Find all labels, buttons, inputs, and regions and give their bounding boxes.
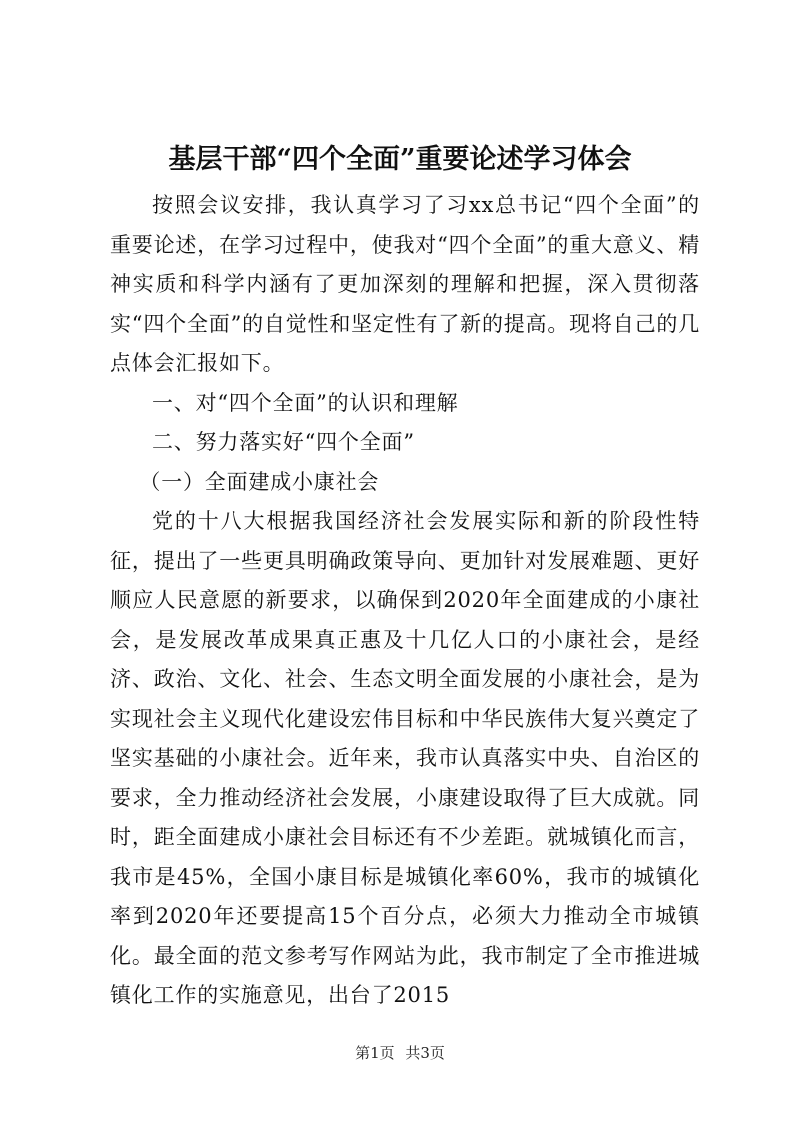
subsection-heading-1: （一）全面建成小康社会 [139,469,380,494]
page-footer [0,1043,800,1063]
intro-paragraph: 按照会议安排，我认真学习了习xx总书记“四个全面”的重要论述，在学习过程中，使我对“四个全面”的重大意义、精神实质和科学内涵有了更加深刻的理解和把握，深入贯彻落实“四个全面”的自觉性和坚定性有了新的提高。现将自己的几点体会汇报如下。 [110,193,700,375]
document-body [110,186,700,1016]
section-heading-2: 二、努力落实好“四个全面” [152,430,415,454]
section-heading-1: 一、对“四个全面”的认识和理解 [152,390,459,415]
body-paragraph-1: 党的十八大根据我国经济社会发展实际和新的阶段性特征，提出了一些更具明确政策导向、更加针对发展难题、更好顺应人民意愿的新要求，以确保到2020年全面建成的小康社会，是发展改革成果真正惠及十几亿人口的小康社会，是经济、政治、文化、社会、生态文明全面发展的小康社会，是为实现社会主义现代化建设宏伟目标和中华民族伟大复兴奠定了坚实基础的小康社会。近年来，我市认真落实中央、自治区的要求，全力推动经济社会发展，小康建设取得了巨大成就。同时，距全面建成小康社会目标还有不少差距。就城镇化而言，我市是45%，全国小康目标是城镇化率60%，我市的城镇化率到2020年还要提高15个百分点，必须大力推动全市城镇化。最全面的范文参考写作网站为此，我市制定了全市推进城镇化工作的实施意见，出台了2015 [110,509,700,1007]
total-pages: 共3页 [405,1044,445,1062]
page-number: 第1页 [355,1044,395,1062]
document-title: 基层干部“四个全面”重要论述学习体会 [168,144,632,175]
